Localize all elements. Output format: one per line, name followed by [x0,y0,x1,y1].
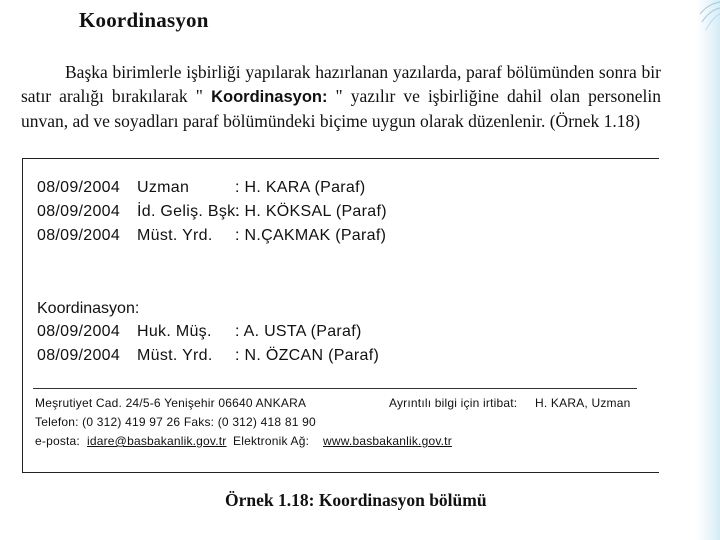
footer-network[interactable] [323,433,452,449]
row-name: : A. USTA (Paraf) [235,323,362,340]
row-date: 08/09/2004 [37,347,121,364]
example-caption: Örnek 1.18: Koordinasyon bölümü [225,490,487,510]
koordinasyon-label: Koordinasyon: [37,300,140,317]
footer-contact-label: Ayrıntılı bilgi için irtibat: [389,396,518,410]
footer-contact-person: H. KARA, Uzman [535,396,631,410]
footer-phone: Telefon: (0 312) 419 97 26 Faks: (0 312) 418 81 90 [35,415,316,429]
website-link[interactable]: www.basbakanlik.gov.tr [323,434,452,448]
example-document-box [22,158,659,473]
row-title: Uzman [137,179,190,196]
row-name: : H. KARA (Paraf) [235,179,366,196]
row-title: Müst. Yrd. [137,227,213,244]
row-date: 08/09/2004 [37,203,121,220]
row-name: : N. ÖZCAN (Paraf) [235,347,380,364]
footer-network-label: Elektronik Ağ: [233,434,310,448]
decorative-side-band [696,0,720,540]
paragraph-bold-term: Koordinasyon: [202,88,328,106]
row-date: 08/09/2004 [37,323,121,340]
row-name: : N.ÇAKMAK (Paraf) [235,227,387,244]
row-title: Müst. Yrd. [137,347,213,364]
row-title: İd. Geliş. Bşk. [137,203,241,220]
section-heading: Koordinasyon [79,8,209,32]
footer-divider [33,388,637,389]
footer-email-label: e-posta: [35,434,80,448]
intro-paragraph [21,60,661,133]
row-title: Huk. Müş. [137,323,212,340]
paragraph-suffix: " yazılır ve işbirliğine dahil olan personelin unvan, ad ve soyadları paraf bölümündeki biçime uygun olarak düzenlenir. (Örnek 1.18) [21,86,662,131]
paragraph-prefix: Başka birimlerle işbirliği yapılarak hazırlanan yazılarda, paraf bölümünden sonra bir satır aralığı bırakılarak " [21,62,661,106]
email-link[interactable]: idare@basbakanlik.gov.tr [87,434,227,448]
footer-email[interactable] [87,433,227,449]
row-date: 08/09/2004 [37,179,121,196]
footer-address: Meşrutiyet Cad. 24/5-6 Yenişehir 06640 ANKARA [35,396,307,410]
row-name: : H. KÖKSAL (Paraf) [235,203,387,220]
row-date: 08/09/2004 [37,227,121,244]
decorative-corner-lines [696,0,720,40]
